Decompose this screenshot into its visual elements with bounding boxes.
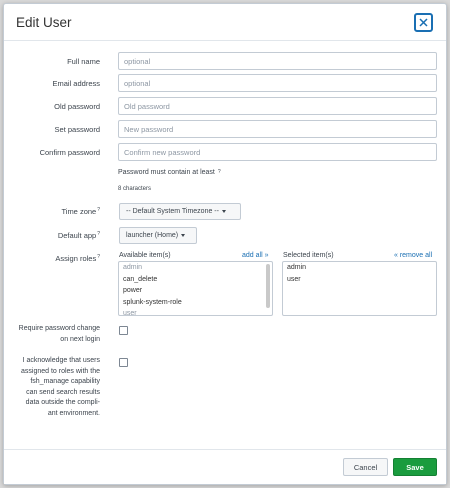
- help-marker[interactable]: ?: [97, 254, 100, 260]
- caret-down-icon: [181, 234, 185, 237]
- acknowledge-checkbox[interactable]: [119, 358, 128, 367]
- selected-role-item[interactable]: user: [287, 275, 301, 283]
- close-button[interactable]: [414, 13, 433, 32]
- dialog-header: [4, 4, 446, 41]
- acknowledge-line: I acknowledge that users: [22, 357, 100, 364]
- help-marker[interactable]: ?: [97, 231, 100, 237]
- help-marker[interactable]: ?: [217, 169, 221, 175]
- selected-role-item[interactable]: admin: [287, 264, 307, 271]
- available-role-item: user: [123, 310, 137, 316]
- confirm-password-label: Confirm password: [39, 148, 100, 157]
- default-app-dropdown[interactable]: [119, 227, 197, 244]
- help-marker[interactable]: ?: [97, 207, 100, 213]
- selected-items-header: Selected item(s): [283, 252, 334, 259]
- available-items-header: Available item(s): [119, 252, 171, 259]
- save-button[interactable]: Save: [393, 458, 437, 476]
- default-app-value: launcher (Home): [126, 232, 179, 239]
- dialog-title: Edit User: [16, 15, 72, 30]
- caret-down-icon: [222, 210, 226, 213]
- acknowledge-line: fsh_manage capability: [30, 378, 100, 385]
- available-role-item[interactable]: power: [123, 287, 143, 294]
- selected-roles-list[interactable]: [282, 261, 437, 316]
- scrollbar[interactable]: [266, 264, 270, 308]
- acknowledge-line: data outside the compli-: [25, 399, 100, 406]
- email-field[interactable]: optional: [118, 74, 437, 92]
- acknowledge-label: [0, 356, 100, 419]
- time-zone-label-text: Time zone: [61, 207, 97, 216]
- add-all-link[interactable]: add all »: [242, 252, 269, 259]
- old-password-field[interactable]: Old password: [118, 97, 437, 115]
- full-name-field[interactable]: optional: [118, 52, 437, 70]
- time-zone-value: -- Default System Timezone --: [126, 208, 219, 215]
- edit-user-dialog: [3, 3, 447, 485]
- full-name-label: Full name: [67, 57, 100, 66]
- dialog-footer: [4, 449, 446, 484]
- require-password-change-label: [0, 324, 100, 345]
- set-password-field[interactable]: New password: [118, 120, 437, 138]
- time-zone-label: [61, 207, 100, 216]
- assign-roles-label: [55, 254, 100, 263]
- available-role-item: admin: [123, 264, 143, 271]
- confirm-password-field[interactable]: Confirm new password: [118, 143, 437, 161]
- close-icon: [419, 18, 428, 27]
- default-app-label: [58, 231, 100, 240]
- set-password-label: Set password: [54, 125, 100, 134]
- require-password-change-checkbox[interactable]: [119, 326, 128, 335]
- available-role-item[interactable]: can_delete: [123, 275, 158, 283]
- remove-all-link[interactable]: « remove all: [394, 252, 433, 259]
- password-hint-title: Password must contain at least: [118, 169, 215, 176]
- available-role-item[interactable]: splunk-system-role: [123, 298, 182, 306]
- require-password-change-line: Require password change: [18, 325, 100, 332]
- password-rule: 8 characters: [118, 186, 152, 192]
- password-hint: [118, 169, 221, 176]
- cancel-button[interactable]: Cancel: [343, 458, 388, 476]
- acknowledge-line: assigned to roles with the: [21, 367, 100, 375]
- time-zone-dropdown[interactable]: [119, 203, 241, 220]
- default-app-label-text: Default app: [57, 231, 97, 240]
- assign-roles-label-text: Assign roles: [55, 254, 97, 263]
- acknowledge-line: ant environment.: [47, 409, 100, 417]
- available-roles-list[interactable]: [118, 261, 273, 316]
- old-password-label: Old password: [54, 102, 100, 111]
- acknowledge-line: can send search results: [26, 388, 100, 396]
- email-label: Email address: [52, 79, 100, 88]
- require-password-change-line: on next login: [60, 335, 100, 343]
